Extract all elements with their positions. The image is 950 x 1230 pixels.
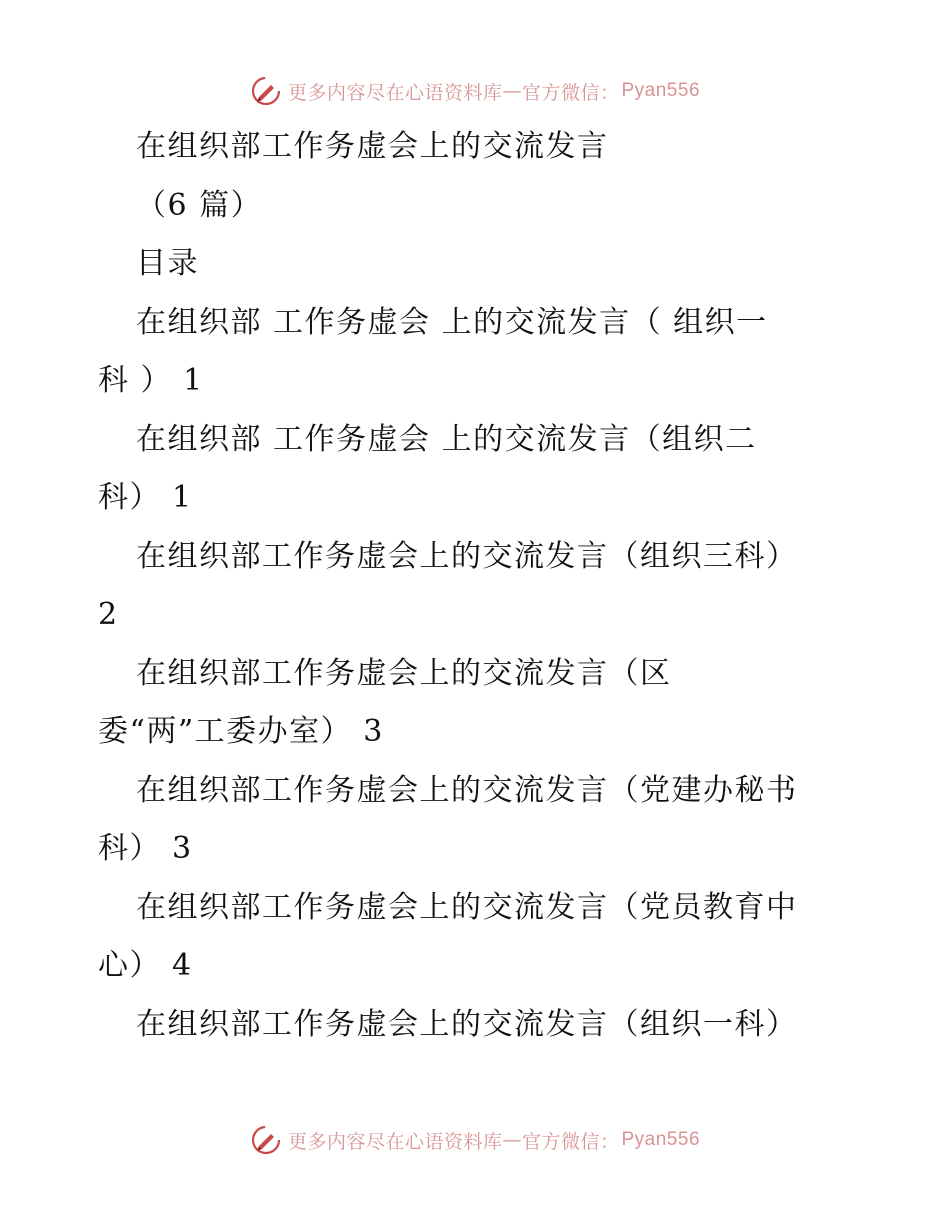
banner-separator: — (502, 80, 522, 102)
banner-separator: — (502, 1129, 522, 1151)
document-subtitle: （6 篇） (136, 187, 263, 223)
toc-entry-line1: 在组织部工作务虚会上的交流发言（党建办秘书 (136, 772, 798, 808)
toc-entry-line1: 在组织部工作务虚会上的交流发言（党员教育中 (136, 889, 798, 925)
banner-wechat-label: 官方微信： (521, 81, 620, 104)
banner-site-text: 更多内容尽在心语资料库 (287, 81, 503, 104)
document-body (98, 118, 858, 1054)
document-title: 在组织部工作务虚会上的交流发言 (136, 129, 609, 164)
toc-entry-line1: 在组织部 工作务虚会 上的交流发言（组织二 (136, 421, 757, 457)
toc-entry (98, 762, 858, 879)
toc-entry (98, 528, 858, 645)
toc-entry (98, 879, 858, 996)
pen-logo-icon (250, 1124, 282, 1156)
banner-account: Pyan556 (621, 1129, 701, 1150)
toc-entry-line1: 在组织部工作务虚会上的交流发言（组织一科） (136, 1006, 798, 1042)
banner-site-text: 更多内容尽在心语资料库 (287, 1130, 503, 1153)
toc-entry-line2: 科 ） 1 (98, 363, 204, 398)
footer-banner (0, 1120, 950, 1160)
toc-entry (98, 411, 858, 528)
toc-entry (98, 645, 858, 762)
toc-entry-line2: 2 (98, 597, 119, 632)
pen-logo-icon (250, 75, 282, 107)
banner-account: Pyan556 (621, 80, 701, 101)
toc-entry (98, 294, 858, 411)
toc-heading: 目录 (136, 246, 199, 281)
toc-entry-line2: 科） 1 (98, 480, 193, 515)
toc-entry (98, 996, 858, 1055)
header-banner (0, 71, 950, 111)
toc-entry-line1: 在组织部工作务虚会上的交流发言（区 (136, 655, 672, 691)
toc-entry-line1: 在组织部工作务虚会上的交流发言（组织三科） (136, 538, 798, 574)
toc-entry-line2: 科） 3 (98, 831, 193, 866)
banner-wechat-label: 官方微信： (521, 1130, 620, 1153)
toc-entry-line1: 在组织部 工作务虚会 上的交流发言（ 组织一 (136, 304, 768, 340)
toc-entry-line2: 心） 4 (98, 948, 193, 983)
toc-entry-line2: 委“两”工委办室） 3 (98, 714, 384, 749)
